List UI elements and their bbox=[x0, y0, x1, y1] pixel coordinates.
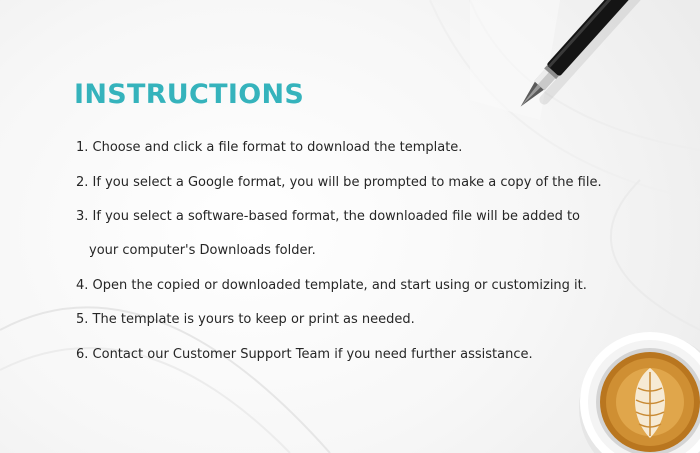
instruction-step-3-continued: your computer's Downloads folder. bbox=[89, 243, 316, 259]
page-title: INSTRUCTIONS bbox=[74, 79, 305, 110]
pen-illustration bbox=[480, 0, 700, 130]
instruction-step-3: 3. If you select a software-based format, the downloaded file will be added to bbox=[76, 208, 581, 224]
instruction-step-6: 6. Contact our Customer Support Team if you need further assistance. bbox=[76, 346, 533, 362]
coffee-cup-illustration bbox=[578, 328, 700, 453]
instruction-step-2: 2. If you select a Google format, you will be prompted to make a copy of the file. bbox=[76, 174, 602, 190]
instruction-step-1: 1. Choose and click a file format to download the template. bbox=[76, 140, 463, 156]
instruction-step-5: 5. The template is yours to keep or print as needed. bbox=[76, 312, 415, 328]
instruction-list bbox=[76, 131, 636, 372]
instruction-step-4: 4. Open the copied or downloaded template, and start using or customizing it. bbox=[76, 277, 587, 293]
